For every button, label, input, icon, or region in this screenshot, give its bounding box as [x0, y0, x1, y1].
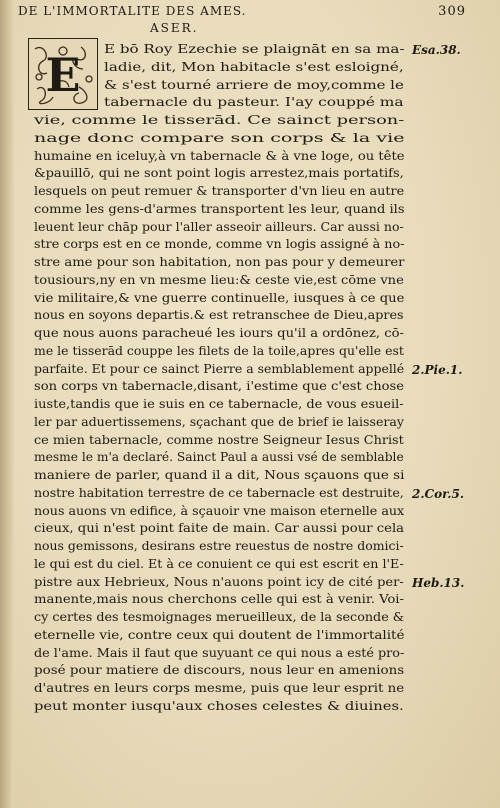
text-line: cy certes des tesmoignages merueilleux, de la seconde & — [34, 609, 405, 624]
text-line: nage donc compare son corps & la vie — [34, 129, 405, 145]
text-line: & s'est tourné arriere de moy,comme le — [104, 76, 404, 92]
text-line: son corps vn tabernacle,disant, i'estime que c'est chose — [34, 378, 405, 394]
running-title: DE L'IMMORTALITE DES AMES. — [18, 4, 247, 18]
text-line: nostre habitation terrestre de ce tabernacle est destruite, — [34, 484, 404, 500]
text-line: humaine en iceluy,à vn tabernacle & à vne loge, ou tête — [34, 147, 405, 163]
running-header — [18, 4, 466, 19]
text-line: ler par aduertissemens, sçachant que de brief ie laisseray — [34, 413, 405, 429]
margin-note: Esa.38. — [412, 43, 461, 57]
text-line: ladie, dit, Mon habitacle s'est esloigné, — [104, 58, 404, 74]
text-line: manente,mais nous cherchons celle qui est à venir. Voi- — [34, 591, 404, 607]
text-line: d'autres en leurs corps mesme, puis que leur esprit ne — [34, 680, 405, 695]
text-line: parfaite. Et pour ce sainct Pierre a semblablement appellé — [34, 360, 405, 376]
text-line: stre corps est en ce monde, comme vn logis assigné à no- — [34, 236, 405, 252]
text-line: lesquels on peut remuer & transporter d'vn lieu en autre — [34, 183, 405, 198]
text-line: vie militaire,& vne guerre continuelle, iusques à ce que — [34, 289, 405, 305]
text-line: &pauillō, qui ne sont point logis arrestez,mais portatifs, — [34, 165, 404, 181]
text-line: maniere de parler, quand il a dit, Nous sçauons que si — [34, 467, 405, 482]
page-number: 309 — [438, 4, 466, 19]
text-line: le qui est du ciel. Et à ce conuient ce qui est escrit en l'E- — [34, 555, 404, 571]
text-line: ce mien tabernacle, comme nostre Seigneur Iesus Christ — [34, 431, 404, 447]
text-line: iuste,tandis que ie suis en ce tabernacle, de vous esueil- — [34, 396, 404, 411]
text-line: comme les gens-d'armes transportent les leur, quand ils — [34, 200, 405, 216]
text-line: de l'ame. Mais il faut que suyuant ce qui nous a esté pro- — [34, 644, 405, 660]
ornament-icon — [29, 39, 97, 109]
text-line: nous en soyons departis.& est retranschee de Dieu,apres — [34, 307, 404, 323]
decorated-initial — [28, 38, 98, 110]
text-line: tabernacle du pasteur. I'ay couppé ma — [104, 94, 404, 110]
section-title: ASER. — [150, 21, 199, 35]
text-line: que nous auons paracheué les iours qu'il a ordōnez, cō- — [34, 325, 404, 340]
text-line: nous auons vn edifice, à sçauoir vne maison eternelle aux — [34, 502, 405, 518]
margin-note: 2.Pie.1. — [412, 362, 463, 377]
text-line: vie, comme le tisserād. Ce sainct person- — [34, 112, 405, 127]
text-line: nous gemissons, desirans estre reuestus de nostre domici- — [34, 538, 404, 553]
margin-note: Heb.13. — [412, 575, 465, 590]
binding-gutter — [0, 0, 14, 808]
text-line: E bō Roy Ezechie se plaignāt en sa ma- — [104, 41, 405, 56]
text-line: pistre aux Hebrieux, Nous n'auons point icy de cité per- — [34, 573, 404, 589]
text-line: me le tisserād couppe les filets de la toile,apres qu'elle est — [34, 342, 404, 358]
text-line: posé pour matiere de discours, nous leur en amenions — [34, 662, 405, 678]
text-line: mesme le m'a declaré. Sainct Paul a aussi vsé de semblable — [34, 449, 404, 465]
margin-note: 2.Cor.5. — [412, 486, 465, 501]
text-line: peut monter iusqu'aux choses celestes & diuines. — [34, 697, 404, 713]
text-line: cieux, qui n'est point faite de main. Car aussi pour cela — [34, 520, 405, 536]
text-line: eternelle vie, contre ceux qui doutent de l'immortalité — [34, 626, 405, 642]
initial-letter: E — [45, 48, 81, 102]
text-line: stre ame pour son habitation, non pas pour y demeurer — [34, 254, 405, 269]
text-line: tousiours,ny en vn mesme lieu:& ceste vie,est cōme vne — [34, 271, 404, 287]
text-line: leuent leur chāp pour l'aller asseoir ailleurs. Car aussi no- — [34, 218, 404, 234]
